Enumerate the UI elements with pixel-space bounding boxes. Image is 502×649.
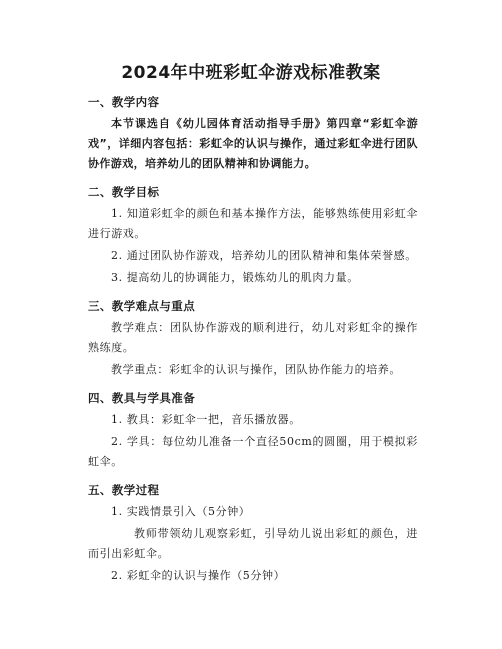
process-step-detail: 教师带领幼儿观察彩虹，引导幼儿说出彩虹的颜色，进而引出彩虹伞。 [88, 527, 418, 560]
section-heading-difficulties: 三、教学难点与重点 [88, 299, 196, 313]
materials-item: 1. 教具：彩虹伞一把，音乐播放器。 [111, 413, 301, 426]
process-step: 1. 实践情景引入（5分钟） [111, 505, 251, 518]
document-body [88, 92, 418, 588]
section-heading-materials: 四、教具与学具准备 [88, 391, 196, 405]
section-heading-process: 五、教学过程 [88, 483, 160, 497]
materials-item: 2. 学具：每位幼儿准备一个直径50cm的圆圈，用于模拟彩虹伞。 [88, 435, 418, 468]
objective-item: 3. 提高幼儿的协调能力，锻炼幼儿的肌肉力量。 [111, 271, 359, 284]
section-heading-content: 一、教学内容 [88, 95, 160, 109]
key-point-paragraph: 教学重点：彩虹伞的认识与操作，团队协作能力的培养。 [111, 363, 401, 376]
section-paragraph: 本节课选自《幼儿园体育活动指导手册》第四章“彩虹伞游戏”，详细内容包括：彩虹伞的认识与操作，通过彩虹伞进行团队协作游戏，培养幼儿的团队精神和协调能力。 [88, 117, 418, 170]
objective-item: 2. 通过团队协作游戏，培养幼儿的团队精神和集体荣誉感。 [111, 249, 417, 262]
objective-item: 1. 知道彩虹伞的颜色和基本操作方法，能够熟练使用彩虹伞进行游戏。 [88, 207, 418, 240]
section-heading-objectives: 二、教学目标 [88, 185, 160, 199]
difficulty-paragraph: 教学难点：团队协作游戏的顺利进行，幼儿对彩虹伞的操作熟练度。 [88, 321, 418, 354]
document-title: 2024年中班彩虹伞游戏标准教案 [121, 63, 381, 83]
process-step: 2. 彩虹伞的认识与操作（5分钟） [111, 569, 286, 582]
